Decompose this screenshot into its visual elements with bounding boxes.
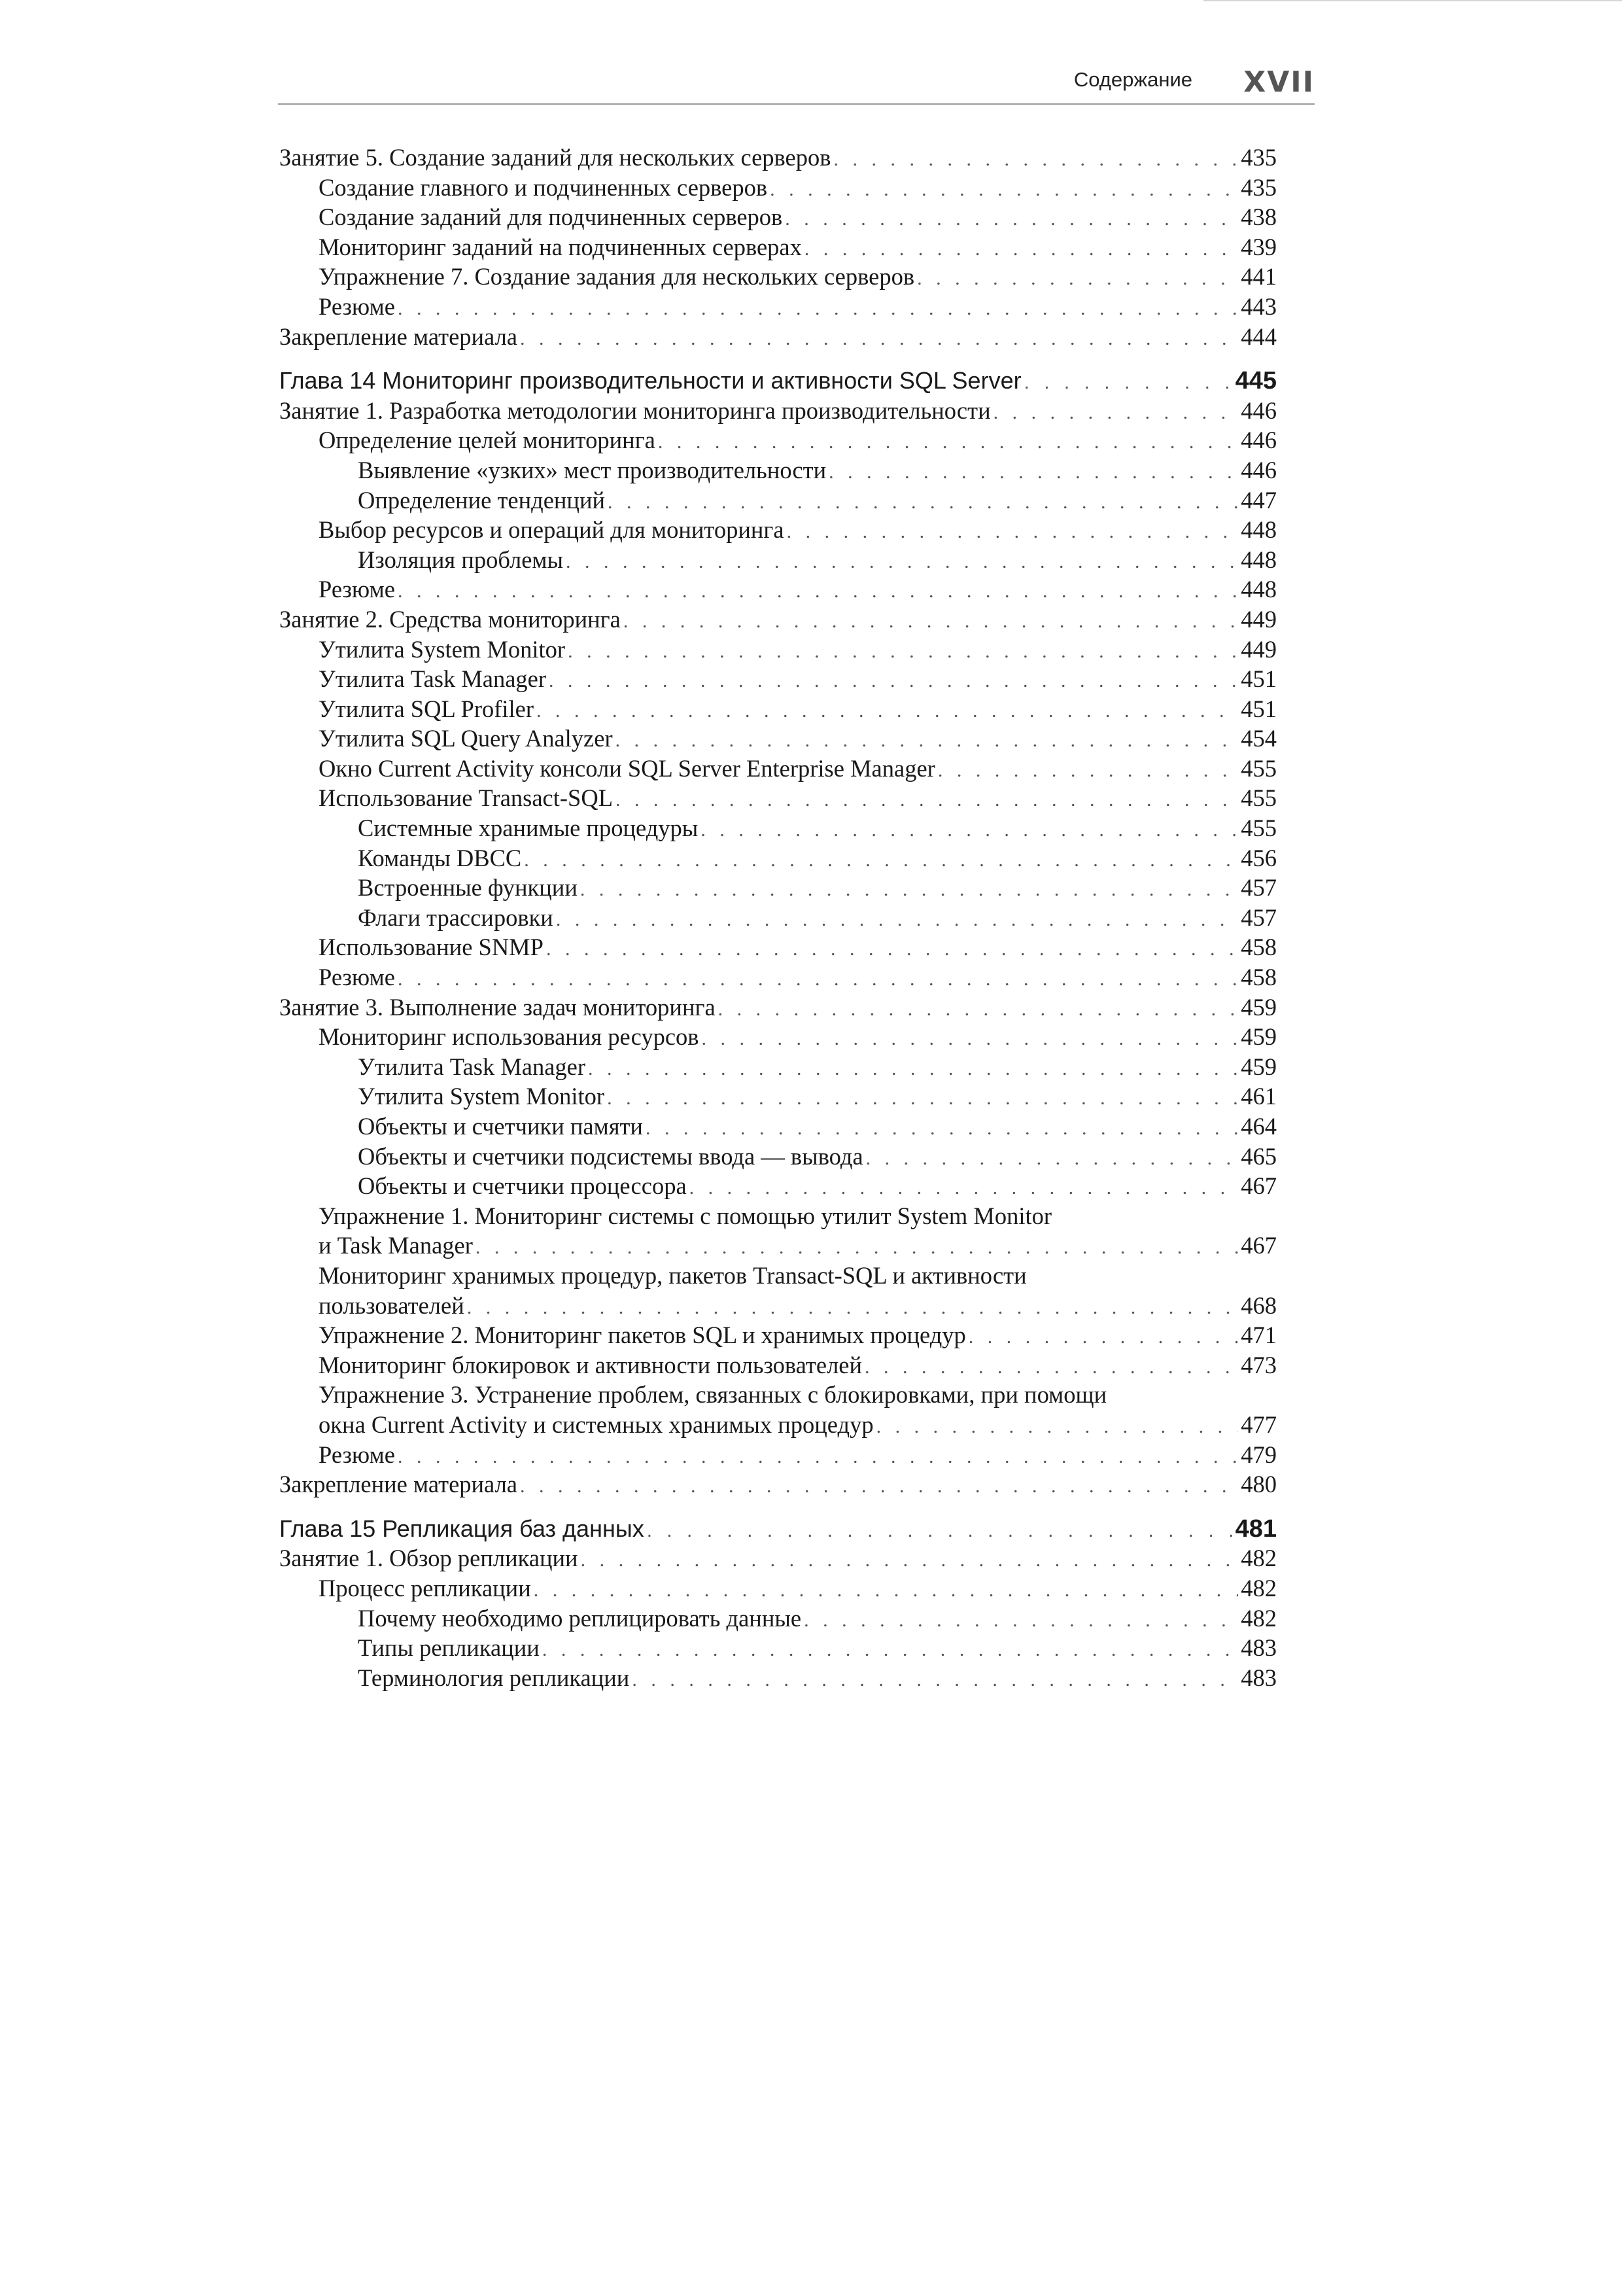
toc-entry-title: Занятие 1. Разработка методологии мониторинга производительности: [279, 396, 991, 424]
toc-entry-title: Мониторинг заданий на подчиненных серверах: [319, 233, 802, 260]
toc-page-number: 455: [1241, 815, 1277, 842]
toc-page-number: 446: [1241, 427, 1277, 454]
toc-leader-dots: [542, 1635, 1238, 1665]
page-header: [278, 65, 1315, 105]
toc-leader-dots: [549, 666, 1238, 696]
toc-entry-title: и Task Manager: [319, 1232, 473, 1259]
toc-leader-dots: [993, 398, 1239, 428]
toc-entry-title: Резюме: [319, 292, 395, 320]
toc-leader-dots: [608, 487, 1238, 517]
toc-entry[interactable]: [279, 202, 1277, 232]
toc-leader-dots: [834, 145, 1239, 175]
toc-page-number: 464: [1241, 1113, 1277, 1140]
toc-entry-title: Использование Transact-SQL: [319, 784, 613, 812]
toc-page-number: 471: [1241, 1322, 1277, 1349]
toc-leader-dots: [969, 1322, 1238, 1352]
toc-leader-dots: [615, 785, 1238, 815]
toc-entry-title: Резюме: [319, 576, 395, 603]
toc-page-number: 444: [1241, 323, 1277, 350]
toc-page-number: 480: [1241, 1471, 1277, 1498]
toc-page-number: 438: [1241, 203, 1277, 231]
toc-page-number: 455: [1241, 784, 1277, 812]
toc-page-number: 483: [1241, 1634, 1277, 1662]
toc-entry[interactable]: [279, 813, 1277, 843]
toc-leader-dots: [524, 845, 1238, 875]
toc-entry[interactable]: [279, 1320, 1277, 1350]
toc-entry-title: Объекты и счетчики процессора: [358, 1172, 687, 1200]
toc-entry[interactable]: [279, 724, 1277, 754]
toc-entry[interactable]: [279, 1081, 1277, 1112]
toc-leader-dots: [566, 547, 1238, 577]
toc-leader-dots: [785, 204, 1238, 234]
toc-entry[interactable]: [279, 664, 1277, 694]
toc-page-number: 481: [1235, 1515, 1277, 1543]
toc-page-number: 461: [1241, 1083, 1277, 1110]
toc-entry[interactable]: [279, 485, 1277, 516]
toc-entry[interactable]: [279, 143, 1277, 173]
toc-page-number: 482: [1241, 1545, 1277, 1572]
toc-entry-title: Терминология репликации: [358, 1664, 630, 1691]
toc-entry-title: Выявление «узких» мест производительности: [358, 456, 827, 483]
toc-entry[interactable]: [279, 1380, 1277, 1410]
toc-leader-dots: [607, 1083, 1238, 1113]
toc-page-number: 446: [1241, 456, 1277, 483]
toc-leader-dots: [646, 1113, 1238, 1144]
page-number: XVII: [1243, 65, 1315, 99]
toc-entry-title: Флаги трассировки: [358, 903, 553, 931]
toc-page-number: 446: [1241, 396, 1277, 424]
toc-leader-dots: [580, 875, 1238, 905]
toc-leader-dots: [623, 606, 1238, 637]
toc-entry-title: Утилита System Monitor: [358, 1083, 605, 1110]
toc-entry[interactable]: [279, 574, 1277, 604]
toc-entry[interactable]: [279, 396, 1277, 426]
toc-page-number: 456: [1241, 844, 1277, 871]
toc-page-number: 482: [1241, 1574, 1277, 1602]
toc-leader-dots: [520, 1471, 1238, 1501]
toc-entry[interactable]: [279, 843, 1277, 873]
toc-leader-dots: [534, 1575, 1239, 1605]
toc-leader-dots: [475, 1233, 1238, 1263]
toc-leader-dots: [520, 324, 1238, 354]
toc-page-number: 458: [1241, 934, 1277, 961]
toc-entry[interactable]: [279, 1633, 1277, 1663]
toc-leader-dots: [398, 294, 1238, 324]
toc-leader-dots: [718, 994, 1239, 1025]
toc-entry[interactable]: [279, 1112, 1277, 1142]
toc-page-number: 451: [1241, 695, 1277, 722]
toc-page-number: 483: [1241, 1664, 1277, 1691]
toc-entry[interactable]: [279, 545, 1277, 575]
toc-page-number: 448: [1241, 516, 1277, 544]
toc-page-number: 448: [1241, 546, 1277, 573]
toc-leader-dots: [876, 1412, 1239, 1442]
toc-entry[interactable]: [279, 1171, 1277, 1201]
toc-entry[interactable]: [279, 425, 1277, 455]
toc-entry[interactable]: [279, 1022, 1277, 1052]
toc-entry[interactable]: [279, 262, 1277, 292]
toc-leader-dots: [647, 1516, 1233, 1546]
toc-leader-dots: [398, 1442, 1238, 1472]
toc-entry-title: Занятие 1. Обзор репликации: [279, 1545, 578, 1572]
toc-page-number: 443: [1241, 292, 1277, 320]
toc-page-number: 435: [1241, 173, 1277, 201]
toc-entry-title: Утилита Task Manager: [319, 665, 547, 693]
toc-leader-dots: [917, 264, 1238, 294]
table-of-contents: [279, 143, 1277, 1692]
toc-entry[interactable]: [279, 232, 1277, 262]
toc-entry-title: Процесс репликации: [319, 1574, 531, 1602]
toc-page-number: 441: [1241, 263, 1277, 290]
toc-page-number: 449: [1241, 635, 1277, 663]
toc-entry-title: Занятие 5. Создание заданий для нескольких серверов: [279, 144, 831, 171]
toc-leader-dots: [702, 1024, 1239, 1054]
toc-page-number: 455: [1241, 754, 1277, 782]
toc-chapter-heading[interactable]: [279, 366, 1277, 396]
toc-entry-title: Создание заданий для подчиненных серверов: [319, 203, 783, 231]
toc-entry[interactable]: [279, 1663, 1277, 1693]
toc-entry-title: Резюме: [319, 1441, 395, 1468]
toc-page-number: 454: [1241, 725, 1277, 752]
toc-entry-title: Упражнение 2. Мониторинг пакетов SQL и хранимых процедур: [319, 1322, 966, 1349]
toc-entry-title: Глава 15 Репликация баз данных: [279, 1515, 644, 1542]
toc-entry-title: Почему необходимо реплицировать данные: [358, 1604, 802, 1632]
toc-entry[interactable]: [279, 322, 1277, 352]
toc-leader-dots: [866, 1144, 1239, 1174]
toc-entry-title: Закрепление материала: [279, 1471, 517, 1498]
toc-entry[interactable]: [279, 903, 1277, 933]
toc-page-number: 477: [1241, 1410, 1277, 1438]
toc-entry-title: Создание главного и подчиненных серверов: [319, 173, 768, 201]
toc-entry[interactable]: [279, 1261, 1277, 1291]
toc-leader-dots: [804, 1605, 1238, 1636]
toc-entry-title: Встроенные функции: [358, 874, 578, 902]
toc-page-number: 451: [1241, 665, 1277, 693]
toc-entry-title: пользователей: [319, 1291, 464, 1319]
running-title: Содержание: [1073, 68, 1192, 91]
toc-leader-dots: [581, 1545, 1239, 1575]
toc-entry[interactable]: [279, 1142, 1277, 1172]
toc-leader-dots: [829, 457, 1238, 487]
toc-leader-dots: [467, 1293, 1239, 1323]
toc-page-number: 448: [1241, 576, 1277, 603]
toc-entry-title: Команды DBCC: [358, 844, 522, 871]
toc-page-number: 449: [1241, 605, 1277, 633]
toc-page-number: 473: [1241, 1351, 1277, 1378]
toc-leader-dots: [632, 1665, 1238, 1695]
toc-entry-title: Мониторинг хранимых процедур, пакетов Transact-SQL и активности: [319, 1261, 1027, 1289]
toc-entry-title: Окно Current Activity консоли SQL Server Enterprise Manager: [319, 754, 935, 782]
toc-entry-title: Определение тенденций: [358, 486, 606, 514]
toc-entry-title: Объекты и счетчики подсистемы ввода — вывода: [358, 1142, 863, 1170]
toc-page-number: 459: [1241, 993, 1277, 1021]
toc-leader-dots: [689, 1173, 1239, 1203]
toc-entry-title: Изоляция проблемы: [358, 546, 564, 573]
toc-leader-dots: [700, 815, 1238, 845]
toc-entry[interactable]: [279, 754, 1277, 784]
toc-page-number: 435: [1241, 144, 1277, 171]
toc-entry-title: Упражнение 7. Создание задания для нескольких серверов: [319, 263, 915, 290]
toc-leader-dots: [546, 934, 1238, 964]
toc-page-number: 458: [1241, 964, 1277, 991]
toc-entry[interactable]: [279, 1410, 1277, 1440]
toc-leader-dots: [536, 696, 1238, 726]
toc-entry-title: окна Current Activity и системных хранимых процедур: [319, 1410, 874, 1438]
toc-entry-title: Резюме: [319, 964, 395, 991]
toc-entry[interactable]: [279, 1052, 1277, 1082]
toc-page-number: 459: [1241, 1053, 1277, 1080]
toc-leader-dots: [568, 637, 1238, 667]
toc-entry-title: Утилита Task Manager: [358, 1053, 586, 1080]
toc-leader-dots: [588, 1054, 1238, 1084]
toc-page-number: 459: [1241, 1023, 1277, 1051]
toc-page-number: 447: [1241, 486, 1277, 514]
toc-leader-dots: [658, 427, 1238, 457]
toc-entry[interactable]: [279, 604, 1277, 635]
toc-entry[interactable]: [279, 1603, 1277, 1634]
toc-entry[interactable]: [279, 873, 1277, 903]
toc-entry[interactable]: [279, 515, 1277, 545]
toc-entry[interactable]: [279, 783, 1277, 813]
toc-page-number: 467: [1241, 1172, 1277, 1200]
toc-entry-title: Определение целей мониторинга: [319, 427, 655, 454]
toc-entry-title: Выбор ресурсов и операций для мониторинга: [319, 516, 784, 544]
toc-leader-dots: [804, 234, 1238, 264]
toc-entry-title: Объекты и счетчики памяти: [358, 1113, 643, 1140]
toc-page-number: 457: [1241, 903, 1277, 931]
toc-entry[interactable]: [279, 932, 1277, 962]
toc-entry-title: Упражнение 3. Устранение проблем, связанных с блокировками, при помощи: [319, 1381, 1107, 1409]
toc-page-number: 439: [1241, 233, 1277, 260]
toc-entry-title: Типы репликации: [358, 1634, 540, 1662]
toc-entry[interactable]: [279, 635, 1277, 665]
toc-entry-title: Глава 14 Мониторинг производительности и активности SQL Server: [279, 367, 1022, 394]
toc-entry[interactable]: [279, 694, 1277, 724]
toc-leader-dots: [398, 576, 1238, 606]
toc-entry-title: Утилита SQL Profiler: [319, 695, 534, 722]
toc-leader-dots: [1024, 368, 1233, 398]
toc-page-number: 457: [1241, 874, 1277, 902]
toc-entry-title: Упражнение 1. Мониторинг системы с помощью утилит System Monitor: [319, 1202, 1052, 1229]
toc-entry[interactable]: [279, 455, 1277, 485]
toc-page-number: 479: [1241, 1441, 1277, 1468]
toc-entry[interactable]: [279, 1573, 1277, 1603]
toc-entry-title: Утилита SQL Query Analyzer: [319, 725, 613, 752]
toc-page-number: 465: [1241, 1142, 1277, 1170]
toc-entry-title: Утилита System Monitor: [319, 635, 566, 663]
scan-edge-line: [1203, 0, 1622, 1]
toc-leader-dots: [865, 1352, 1238, 1382]
toc-entry-title: Занятие 3. Выполнение задач мониторинга: [279, 993, 716, 1021]
toc-entry[interactable]: [279, 173, 1277, 203]
toc-entry[interactable]: [279, 962, 1277, 992]
toc-leader-dots: [787, 517, 1239, 547]
toc-entry[interactable]: [279, 1543, 1277, 1573]
toc-entry[interactable]: [279, 1231, 1277, 1261]
toc-leader-dots: [556, 905, 1238, 935]
toc-entry-title: Мониторинг блокировок и активности пользователей: [319, 1351, 863, 1378]
toc-entry[interactable]: [279, 1440, 1277, 1470]
toc-entry-title: Системные хранимые процедуры: [358, 815, 699, 842]
toc-entry[interactable]: [279, 1350, 1277, 1380]
toc-page-number: 467: [1241, 1232, 1277, 1259]
toc-leader-dots: [615, 726, 1239, 756]
toc-entry[interactable]: [279, 292, 1277, 322]
toc-entry[interactable]: [279, 1469, 1277, 1499]
toc-entry-title: Использование SNMP: [319, 934, 544, 961]
toc-entry-title: Занятие 2. Средства мониторинга: [279, 605, 621, 633]
toc-entry-title: Закрепление материала: [279, 323, 517, 350]
toc-entry[interactable]: [279, 1201, 1277, 1231]
toc-chapter-heading[interactable]: [279, 1514, 1277, 1544]
header-rule: [278, 103, 1315, 105]
toc-leader-dots: [770, 175, 1238, 205]
toc-page-number: 482: [1241, 1604, 1277, 1632]
toc-entry[interactable]: [279, 1291, 1277, 1321]
toc-entry-title: Мониторинг использования ресурсов: [319, 1023, 699, 1051]
toc-leader-dots: [938, 756, 1238, 786]
toc-page-number: 445: [1235, 367, 1277, 395]
toc-leader-dots: [398, 964, 1238, 994]
toc-entry[interactable]: [279, 992, 1277, 1023]
toc-page-number: 468: [1241, 1291, 1277, 1319]
